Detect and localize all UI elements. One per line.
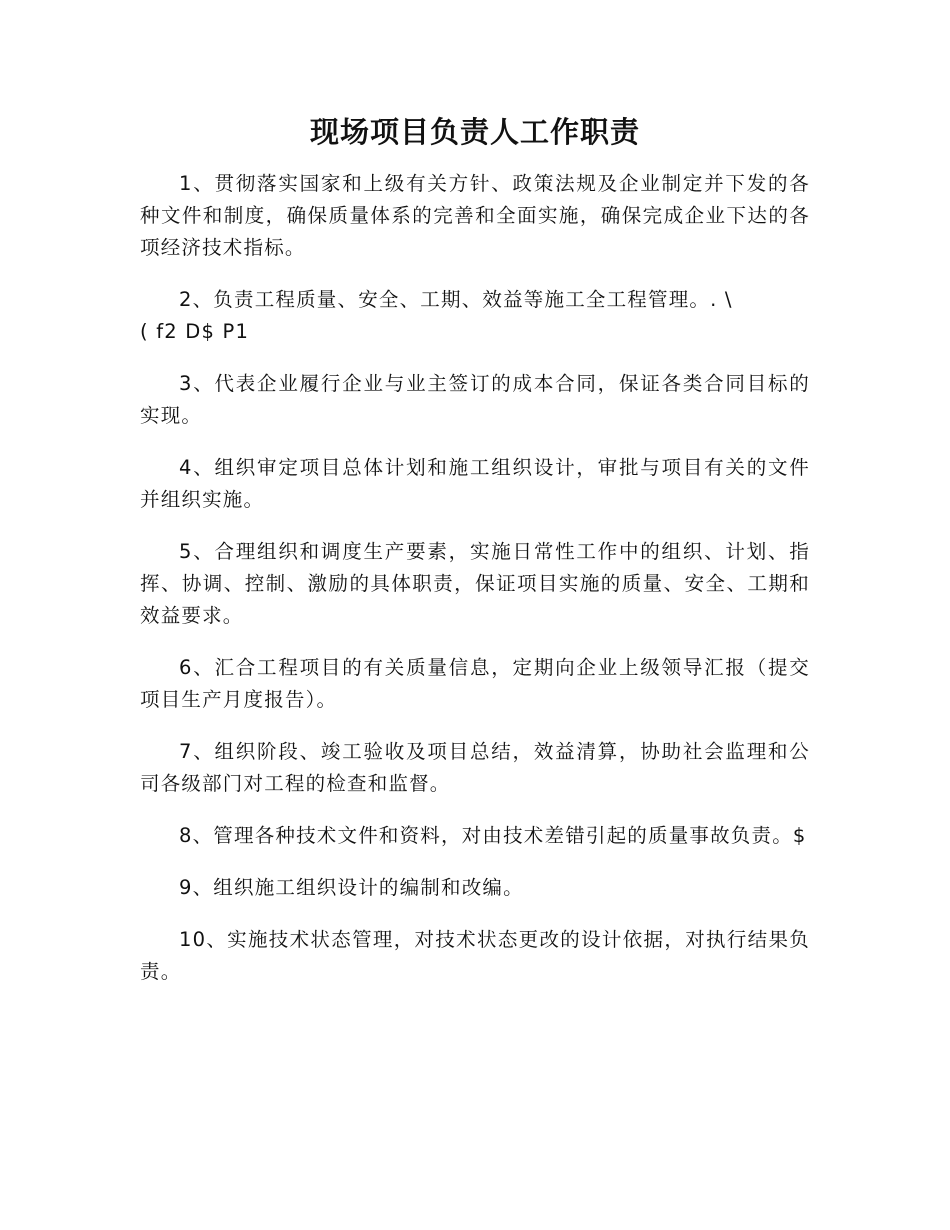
paragraph-8: 8、管理各种技术文件和资料，对由技术差错引起的质量事故负责。$ [179, 824, 807, 847]
paragraph-2-continuation: ( f2 D$ P1 [140, 320, 250, 343]
paragraph-3: 3、代表企业履行企业与业主签订的成本合同，保证各类合同目标的实现。 [140, 372, 810, 427]
paragraph-9: 9、组织施工组织设计的编制和改编。 [179, 876, 524, 899]
paragraph-10: 10、实施技术状态管理，对技术状态更改的设计依据，对执行结果负责。 [140, 928, 810, 983]
paragraph-2: 2、负责工程质量、安全、工期、效益等施工全工程管理。. \ [179, 288, 733, 311]
paragraph-4: 4、组织审定项目总体计划和施工组织设计，审批与项目有关的文件并组织实施。 [140, 456, 810, 511]
paragraph-7: 7、组织阶段、竣工验收及项目总结，效益清算，协助社会监理和公司各级部门对工程的检查和监督。 [140, 740, 810, 795]
document-title: 现场项目负责人工作职责 [309, 115, 640, 149]
paragraph-5: 5、合理组织和调度生产要素，实施日常性工作中的组织、计划、指挥、协调、控制、激励的具体职责，保证项目实施的质量、安全、工期和效益要求。 [140, 540, 810, 627]
document-body [140, 168, 810, 1008]
paragraph-1: 1、贯彻落实国家和上级有关方针、政策法规及企业制定并下发的各种文件和制度，确保质量体系的完善和全面实施，确保完成企业下达的各项经济技术指标。 [140, 172, 810, 259]
paragraph-6: 6、汇合工程项目的有关质量信息，定期向企业上级领导汇报（提交项目生产月度报告）。 [140, 656, 810, 711]
